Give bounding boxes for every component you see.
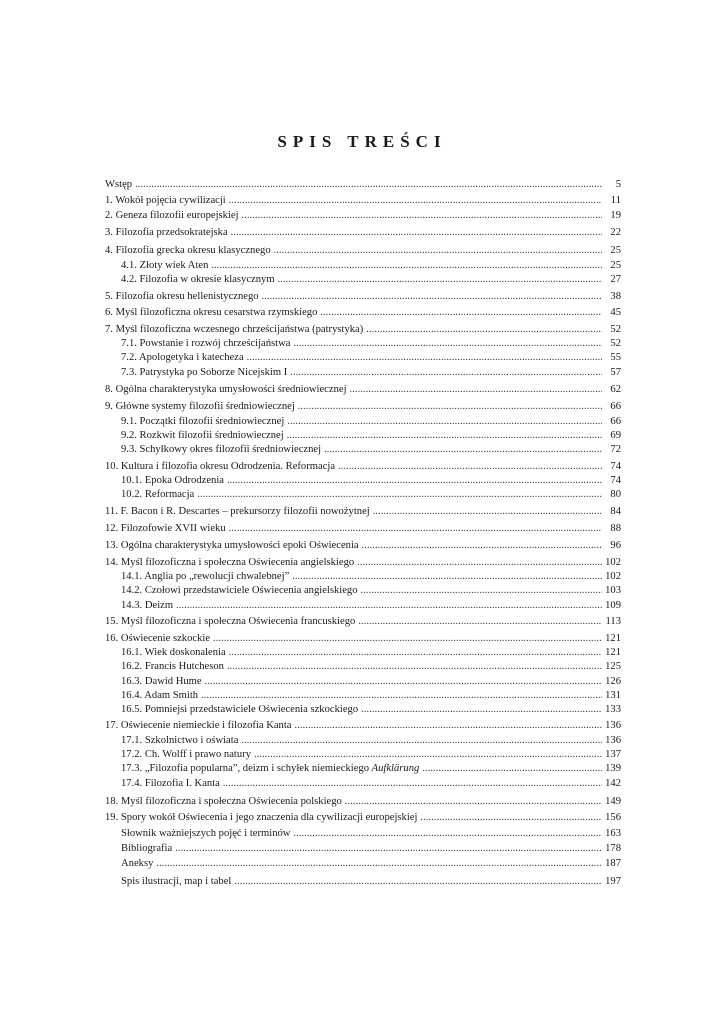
toc-entry [121, 429, 621, 442]
toc-entry [105, 811, 621, 824]
toc-page-number: 102 [605, 571, 621, 582]
toc-leader-dots [422, 762, 602, 775]
toc-entry-title: 17. Oświecenie niemieckie i filozofia Kanta [105, 720, 292, 731]
toc-entry [121, 777, 621, 790]
toc-page-number: 80 [610, 489, 621, 500]
toc-leader-dots [324, 443, 602, 456]
toc-entry [121, 703, 621, 716]
toc-entry [105, 226, 621, 239]
toc-page-number: 22 [610, 227, 621, 238]
toc-leader-dots [362, 539, 602, 552]
toc-page-number: 66 [610, 416, 621, 427]
toc-leader-dots [287, 415, 602, 428]
toc-entry-title: 19. Spory wokół Oświecenia i jego znaczenia dla cywilizacji europejskiej [105, 812, 418, 823]
toc-entry-title: 16.1. Wiek doskonalenia [121, 647, 226, 658]
toc-entry [121, 337, 621, 350]
toc-entry-title: 7.2. Apologetyka i katecheza [121, 352, 244, 363]
toc-entry-title: 9.2. Rozkwit filozofii średniowiecznej [121, 430, 284, 441]
toc-page-number: 125 [605, 661, 621, 672]
toc-leader-dots [278, 273, 602, 286]
toc-page-number: 11 [610, 195, 621, 206]
toc-entry [121, 570, 621, 583]
toc-leader-dots [366, 323, 602, 336]
toc-page-number: 102 [605, 557, 621, 568]
toc-leader-dots [213, 632, 602, 645]
toc-entry [121, 857, 621, 870]
toc-entry-title: 17.2. Ch. Wolff i prawo natury [121, 749, 251, 760]
toc-leader-dots [298, 400, 602, 413]
toc-entry-title: 9.3. Schyłkowy okres filozofii średniowiecznej [121, 444, 322, 455]
toc-leader-dots [262, 290, 602, 303]
toc-leader-dots [292, 570, 602, 583]
toc-leader-dots [242, 209, 602, 222]
toc-entry [121, 488, 621, 501]
toc-entry [121, 474, 621, 487]
toc-page-number: 69 [610, 430, 621, 441]
toc-leader-dots [295, 719, 603, 732]
toc-entry-title: 9.1. Początki filozofii średniowiecznej [121, 416, 285, 427]
toc-entry-title: 13. Ogólna charakterystyka umysłowości epoki Oświecenia [105, 540, 359, 551]
toc-entry-title: 16.3. Dawid Hume [121, 676, 202, 687]
toc-leader-dots [211, 259, 602, 272]
toc-entry-title: 14.1. Anglia po „rewolucji chwalebnej” [121, 571, 290, 582]
toc-page-number: 121 [605, 633, 621, 644]
toc-entry [105, 178, 621, 191]
toc-leader-dots [287, 429, 602, 442]
toc-entry-title: 16. Oświecenie szkockie [105, 633, 211, 644]
toc-entry [121, 842, 621, 855]
toc-leader-dots [229, 194, 602, 207]
toc-entry [121, 675, 621, 688]
toc-entry-title: 17.4. Filozofia I. Kanta [121, 778, 220, 789]
toc-leader-dots [231, 226, 602, 239]
toc-page-number: 131 [605, 690, 621, 701]
toc-entry [105, 460, 621, 473]
toc-entry [105, 400, 621, 413]
toc-page-number: 74 [610, 475, 621, 486]
toc-entry-title: 15. Myśl filozoficzna i społeczna Oświecenia francuskiego [105, 616, 356, 627]
toc-entry-title: 12. Filozofowie XVII wieku [105, 523, 226, 534]
toc-entry-title: 10.1. Epoka Odrodzenia [121, 475, 224, 486]
toc-leader-dots [254, 748, 602, 761]
toc-page-number: 163 [605, 828, 621, 839]
toc-entry-title: 16.2. Francis Hutcheson [121, 661, 224, 672]
toc-entry-title: 14.2. Czołowi przedstawiciele Oświecenia angielskiego [121, 585, 358, 596]
toc-leader-dots [197, 488, 602, 501]
toc-entry [105, 719, 621, 732]
toc-page-number: 88 [610, 523, 621, 534]
toc-page-number: 103 [605, 585, 621, 596]
toc-entry [105, 556, 621, 569]
toc-entry [105, 194, 621, 207]
toc-entry [105, 615, 621, 628]
toc-entry-title: 7. Myśl filozoficzna wczesnego chrześcijaństwa (patrystyka) [105, 324, 364, 335]
toc-page-number: 109 [605, 600, 621, 611]
toc-leader-dots [350, 383, 602, 396]
toc-page-number: 197 [605, 876, 621, 887]
toc-page-number: 38 [610, 291, 621, 302]
toc-leader-dots [227, 474, 602, 487]
toc-entry-title: 17.1. Szkolnictwo i oświata [121, 735, 239, 746]
toc-entry [105, 244, 621, 257]
toc-entry-title: 10.2. Reformacja [121, 489, 195, 500]
toc-entry [121, 734, 621, 747]
toc-page-number: 84 [610, 506, 621, 517]
toc-entry [105, 795, 621, 808]
toc-entry-title: 2. Geneza filozofii europejskiej [105, 210, 239, 221]
toc-page-number: 25 [610, 245, 621, 256]
toc-leader-dots [320, 306, 602, 319]
toc-leader-dots [135, 178, 602, 191]
toc-leader-dots [205, 675, 602, 688]
toc-leader-dots [274, 244, 602, 257]
toc-page-number: 5 [615, 179, 621, 190]
toc-leader-dots [201, 689, 602, 702]
toc-entry-title: Spis ilustracji, map i tabel [121, 876, 232, 887]
toc-entry-title: Aneksy [121, 858, 154, 869]
toc-entry-title: 10. Kultura i filozofia okresu Odrodzenia. Reformacja [105, 461, 336, 472]
toc-entry [105, 632, 621, 645]
toc-entry-title: 4. Filozofia grecka okresu klasycznego [105, 245, 271, 256]
toc-entry-title: 5. Filozofia okresu hellenistycznego [105, 291, 259, 302]
toc-leader-dots [241, 734, 602, 747]
toc-leader-dots [338, 460, 602, 473]
toc-page-number: 74 [610, 461, 621, 472]
toc-entry-title: 16.4. Adam Smith [121, 690, 199, 701]
toc-leader-dots [227, 660, 602, 673]
toc-entry-title: 4.2. Filozofia w okresie klasycznym [121, 274, 275, 285]
toc-entry [121, 827, 621, 840]
toc-page-number: 27 [610, 274, 621, 285]
toc-page-number: 133 [605, 704, 621, 715]
toc-leader-dots [293, 827, 602, 840]
toc-entry [105, 505, 621, 518]
toc-entry [105, 522, 621, 535]
toc-leader-dots [373, 505, 602, 518]
toc-entry [105, 323, 621, 336]
toc-page-number: 121 [605, 647, 621, 658]
toc-entry-italic: Aufklärung [371, 763, 420, 774]
toc-page-number: 55 [610, 352, 621, 363]
toc-entry-title: 18. Myśl filozoficzna i społeczna Oświecenia polskiego [105, 796, 342, 807]
toc-entry-title: 16.5. Pomniejsi przedstawiciele Oświecenia szkockiego [121, 704, 359, 715]
toc-entry-title: Wstęp [105, 179, 133, 190]
toc-entry [121, 351, 621, 364]
toc-entry-title: 3. Filozofia przedsokratejska [105, 227, 228, 238]
toc-entry-title: 7.3. Patrystyka po Soborze Nicejskim I [121, 367, 288, 378]
toc-leader-dots [234, 875, 602, 888]
toc-page-number: 45 [610, 307, 621, 318]
toc-page-number: 126 [605, 676, 621, 687]
toc-page-number: 62 [610, 384, 621, 395]
toc-entry-title: 1. Wokół pojęcia cywilizacji [105, 195, 226, 206]
toc-entry-title: 8. Ogólna charakterystyka umysłowości średniowiecznej [105, 384, 347, 395]
toc-entry-title: Słownik ważniejszych pojęć i terminów [121, 828, 291, 839]
toc-entry [121, 415, 621, 428]
toc-page-number: 25 [610, 260, 621, 271]
toc-page-number: 96 [610, 540, 621, 551]
toc-leader-dots [357, 556, 602, 569]
toc-entry-title: Bibliografia [121, 843, 173, 854]
toc-page-number: 142 [605, 778, 621, 789]
toc-entry [121, 875, 621, 888]
toc-entry [121, 660, 621, 673]
toc-page-number: 139 [605, 763, 621, 774]
toc-leader-dots [175, 842, 602, 855]
toc-leader-dots [290, 366, 602, 379]
toc-page-number: 136 [605, 720, 621, 731]
toc-page-number: 187 [605, 858, 621, 869]
toc-entry-title: 17.3. „Filozofia popularna”, deizm i schyłek niemieckiego Aufklärung [121, 763, 420, 774]
toc-entry-title: 14.3. Deizm [121, 600, 174, 611]
toc-page-number: 156 [605, 812, 621, 823]
toc-entry [105, 539, 621, 552]
toc-page-number: 113 [605, 616, 621, 627]
toc-entry [121, 689, 621, 702]
toc-entry [121, 443, 621, 456]
toc-leader-dots [176, 599, 602, 612]
toc-entry [121, 584, 621, 597]
toc-entry [121, 599, 621, 612]
toc-entry [121, 366, 621, 379]
toc-leader-dots [345, 795, 602, 808]
toc-leader-dots [361, 703, 602, 716]
toc-entry-title: 6. Myśl filozoficzna okresu cesarstwa rzymskiego [105, 307, 318, 318]
toc-page-number: 178 [605, 843, 621, 854]
toc-leader-dots [420, 811, 602, 824]
toc-page-number: 72 [610, 444, 621, 455]
toc-page-number: 52 [610, 338, 621, 349]
toc-leader-dots [361, 584, 602, 597]
toc-page-number: 57 [610, 367, 621, 378]
toc-page-number: 66 [610, 401, 621, 412]
toc-page-number: 136 [605, 735, 621, 746]
toc-entry [121, 762, 621, 775]
toc-page-number: 19 [610, 210, 621, 221]
toc-entry-title: 7.1. Powstanie i rozwój chrześcijaństwa [121, 338, 291, 349]
toc-entry [121, 259, 621, 272]
toc-entry [121, 748, 621, 761]
toc-leader-dots [247, 351, 602, 364]
toc-page-number: 52 [610, 324, 621, 335]
toc-entry-title: 4.1. Złoty wiek Aten [121, 260, 209, 271]
toc-entry [105, 383, 621, 396]
toc-entry-title: 9. Główne systemy filozofii średniowiecznej [105, 401, 295, 412]
toc-leader-dots [229, 522, 602, 535]
toc-leader-dots [223, 777, 602, 790]
page-title: SPIS TREŚCI [277, 132, 447, 151]
toc-leader-dots [358, 615, 602, 628]
toc-leader-dots [156, 857, 602, 870]
toc-entry [121, 273, 621, 286]
toc-entry-title: 11. F. Bacon i R. Descartes – prekursorzy filozofii nowożytnej [105, 506, 370, 517]
toc-entry [121, 646, 621, 659]
toc-entry-title: 14. Myśl filozoficzna i społeczna Oświecenia angielskiego [105, 557, 355, 568]
toc-leader-dots [229, 646, 602, 659]
toc-entry [105, 290, 621, 303]
toc-page-number: 137 [605, 749, 621, 760]
toc-page-number: 149 [605, 796, 621, 807]
toc-leader-dots [293, 337, 602, 350]
toc-entry [105, 209, 621, 222]
toc-entry [105, 306, 621, 319]
